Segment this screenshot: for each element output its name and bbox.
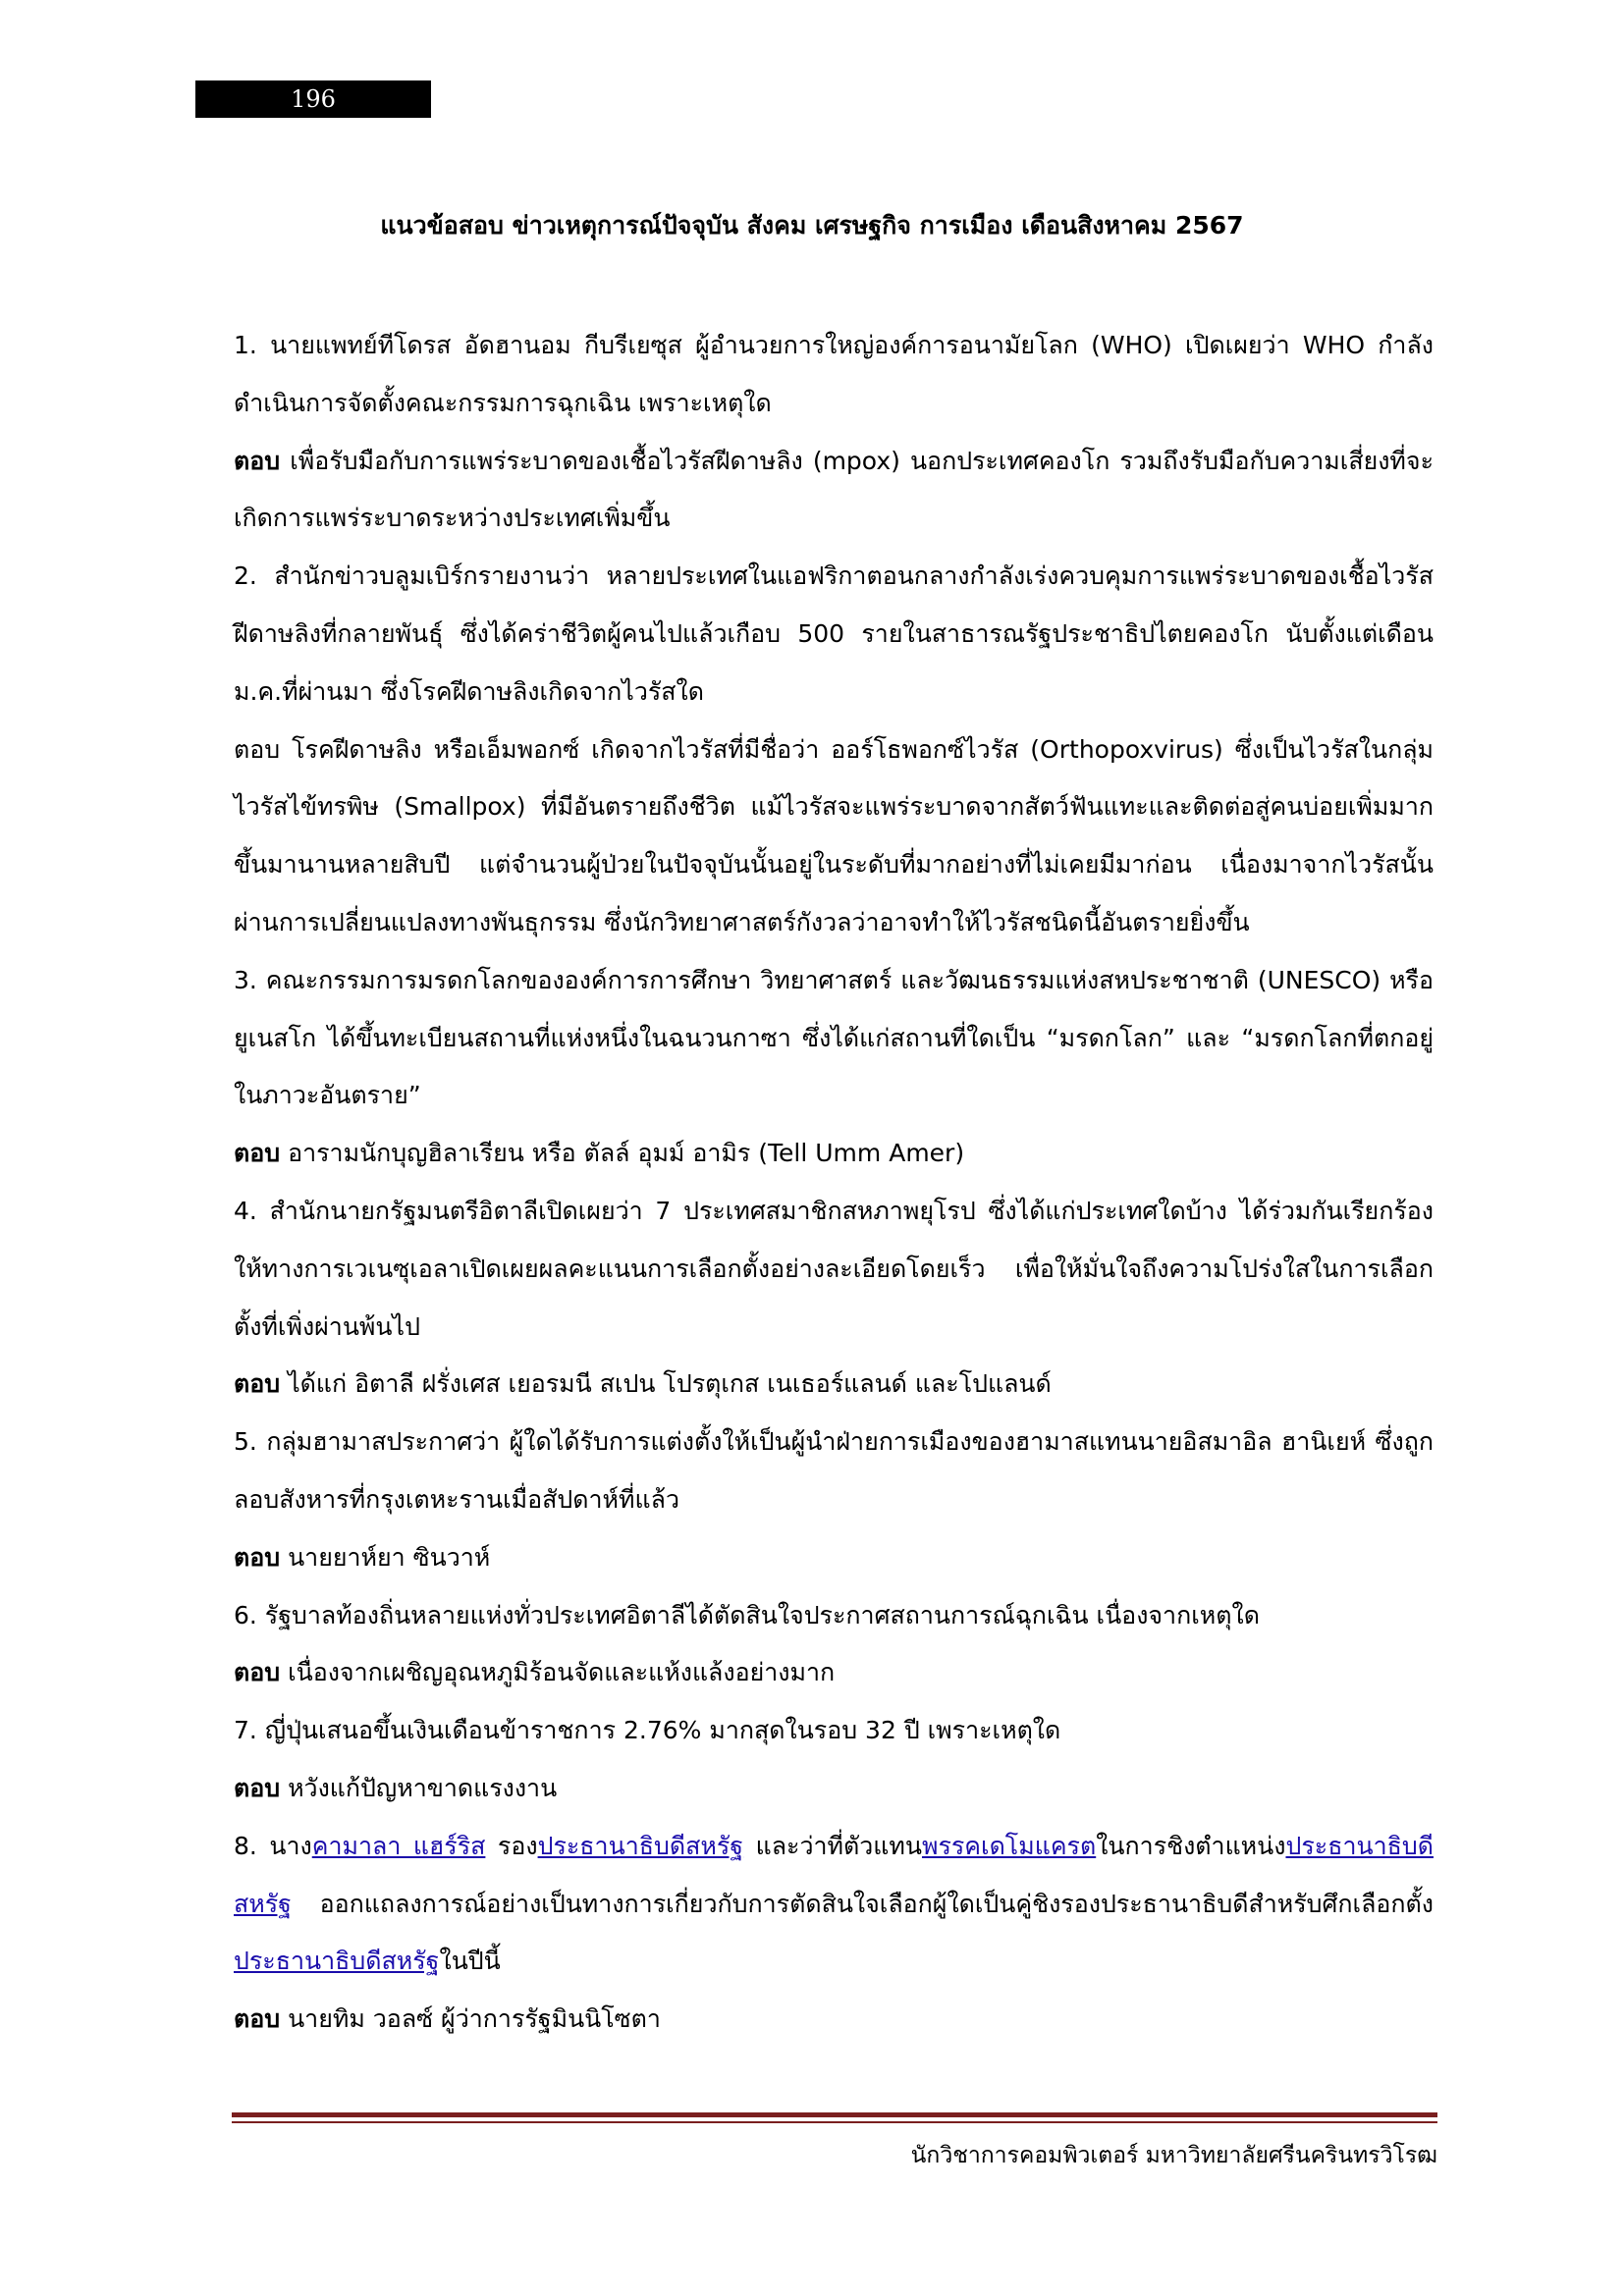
answer-2: ตอบ โรคฝีดาษลิง หรือเอ็มพอกซ์ เกิดจากไวรัสที่มีชื่อว่า ออร์โธพอกซ์ไวรัส (Orthopoxvirus) ซึ่งเป็นไวรัสในกลุ่มไวรัสไข้ทรพิษ (Smallpox) ที่มีอันตรายถึงชีวิต แม้ไวรัสจะแพร่ระบาดจากสัตว์ฟันแทะและติดต่อสู่คนบ่อยเพิ่มมากขึ้นมานานหลายสิบปี แต่จำนวนผู้ป่วยในปัจจุบันนั้นอยู่ในระดับที่มากอย่างที่ไม่เคยมีมาก่อน เนื่องมาจากไวรัสนั้นผ่านการเปลี่ยนแปลงทางพันธุกรรม ซึ่งนักวิทยาศาสตร์กังวลว่าอาจทำให้ไวรัสชนิดนี้อันตรายยิ่งขึ้น (234, 734, 1434, 936)
question-1: 1. นายแพทย์ทีโดรส อัดฮานอม กีบรีเยซุส ผู้อำนวยการใหญ่องค์การอนามัยโลก (WHO) เปิดเผยว่า WHO กำลังดำเนินการจัดตั้งคณะกรรมการฉุกเฉิน เพราะเหตุใด (234, 331, 1434, 417)
answer-text: หวังแก้ปัญหาขาดแรงงาน (288, 1773, 558, 1802)
link-us-president[interactable]: ประธานาธิบดีสหรัฐ (234, 1831, 1434, 1918)
question-6: 6. รัฐบาลท้องถิ่นหลายแห่งทั่วประเทศอิตาลีได้ตัดสินใจประกาศสถานการณ์ฉุกเฉิน เนื่องจากเหตุใด (234, 1600, 1260, 1629)
answer-1 (234, 433, 1434, 549)
answer-label: ตอบ (234, 1369, 281, 1399)
answer-text: นายยาห์ยา ซินวาห์ (288, 1542, 491, 1572)
question-5: 5. กลุ่มฮามาสประกาศว่า ผู้ใดได้รับการแต่งตั้งให้เป็นผู้นำฝ่ายการเมืองของฮามาสแทนนายอิสมาอิล ฮานิเยห์ ซึ่งถูกลอบสังหารที่กรุงเตหะรานเมื่อสัปดาห์ที่แล้ว (234, 1427, 1434, 1514)
answer-6 (234, 1644, 1434, 1702)
footer-affiliation: นักวิชาการคอมพิวเตอร์ มหาวิทยาลัยศรีนครินทรวิโรฒ (910, 2143, 1437, 2168)
question-text: ในปีนี้ (439, 1947, 501, 1976)
answer-8 (234, 1991, 1434, 2049)
page-number: 196 (195, 80, 431, 118)
answer-text: นายทิม วอลซ์ ผู้ว่าการรัฐมินนิโซตา (288, 2004, 661, 2034)
answer-text: ได้แก่ อิตาลี ฝรั่งเศส เยอรมนี สเปน โปรตุเกส เนเธอร์แลนด์ และโปแลนด์ (288, 1369, 1052, 1399)
link-kamala-harris[interactable]: คามาลา แฮร์ริส (311, 1831, 486, 1860)
answer-label: ตอบ (234, 1542, 281, 1572)
question-text: รอง (485, 1831, 538, 1860)
footer-divider (232, 2112, 1437, 2117)
answer-label: ตอบ (234, 2004, 281, 2034)
question-text: และว่าที่ตัวแทน (743, 1831, 922, 1860)
answer-4 (234, 1356, 1434, 1414)
document-title: แนวข้อสอบ ข่าวเหตุการณ์ปัจจุบัน สังคม เศรษฐกิจ การเมือง เดือนสิงหาคม 2567 (380, 211, 1244, 240)
question-list (234, 317, 1434, 2049)
question-text: 8. นาง (234, 1831, 312, 1860)
answer-label: ตอบ (234, 1773, 281, 1802)
answer-label: ตอบ (234, 446, 281, 475)
link-democratic-party[interactable]: พรรคเดโมแครต (921, 1831, 1097, 1860)
answer-label: ตอบ (234, 1139, 281, 1168)
answer-7 (234, 1760, 1434, 1818)
link-us-president[interactable]: ประธานาธิบดีสหรัฐ (234, 1947, 440, 1976)
answer-label: ตอบ (234, 1658, 281, 1687)
question-4: 4. สำนักนายกรัฐมนตรีอิตาลีเปิดเผยว่า 7 ประเทศสมาชิกสหภาพยุโรป ซึ่งได้แก่ประเทศใดบ้าง ได้ร่วมกันเรียกร้องให้ทางการเวเนซุเอลาเปิดเผยผลคะแนนการเลือกตั้งอย่างละเอียดโดยเร็ว เพื่อให้มั่นใจถึงความโปร่งใสในการเลือกตั้งที่เพิ่งผ่านพ้นไป (234, 1196, 1434, 1341)
question-text: ออกแถลงการณ์อย่างเป็นทางการเกี่ยวกับการตัดสินใจเลือกผู้ใดเป็นคู่ชิงรองประธานาธิบดีสำหรับศึกเลือกตั้ง (291, 1889, 1434, 1918)
answer-5 (234, 1529, 1434, 1587)
answer-text: เพื่อรับมือกับการแพร่ระบาดของเชื้อไวรัสฝีดาษลิง (mpox) นอกประเทศคองโก รวมถึงรับมือกับความเสี่ยงที่จะเกิดการแพร่ระบาดระหว่างประเทศเพิ่มขึ้น (234, 446, 1434, 533)
footer-divider-thin (232, 2121, 1437, 2123)
question-3: 3. คณะกรรมการมรดกโลกขององค์การการศึกษา วิทยาศาสตร์ และวัฒนธรรมแห่งสหประชาชาติ (UNESCO) หรือยูเนสโก ได้ขึ้นทะเบียนสถานที่แห่งหนึ่งในฉนวนกาซา ซึ่งได้แก่สถานที่ใดเป็น “มรดกโลก” และ “มรดกโลกที่ตกอยู่ในภาวะอันตราย” (234, 965, 1434, 1110)
link-us-president[interactable]: ประธานาธิบดีสหรัฐ (537, 1831, 744, 1860)
question-text: ในการชิงตำแหน่ง (1096, 1831, 1286, 1860)
answer-text: อารามนักบุญฮิลาเรียน หรือ ตัลล์ อุมม์ อามิร (Tell Umm Amer) (288, 1139, 965, 1168)
answer-3 (234, 1125, 1434, 1183)
answer-text: เนื่องจากเผชิญอุณหภูมิร้อนจัดและแห้งแล้งอย่างมาก (288, 1658, 836, 1687)
question-7: 7. ญี่ปุ่นเสนอขึ้นเงินเดือนข้าราชการ 2.76% มากสุดในรอบ 32 ปี เพราะเหตุใด (234, 1716, 1061, 1745)
question-2: 2. สำนักข่าวบลูมเบิร์กรายงานว่า หลายประเทศในแอฟริกาตอนกลางกำลังเร่งควบคุมการแพร่ระบาดของเชื้อไวรัสฝีดาษลิงที่กลายพันธุ์ ซึ่งได้คร่าชีวิตผู้คนไปแล้วเกือบ 500 รายในสาธารณรัฐประชาธิปไตยคองโก นับตั้งแต่เดือนม.ค.ที่ผ่านมา ซึ่งโรคฝีดาษลิงเกิดจากไวรัสใด (234, 561, 1434, 706)
question-8 (234, 1818, 1434, 1991)
